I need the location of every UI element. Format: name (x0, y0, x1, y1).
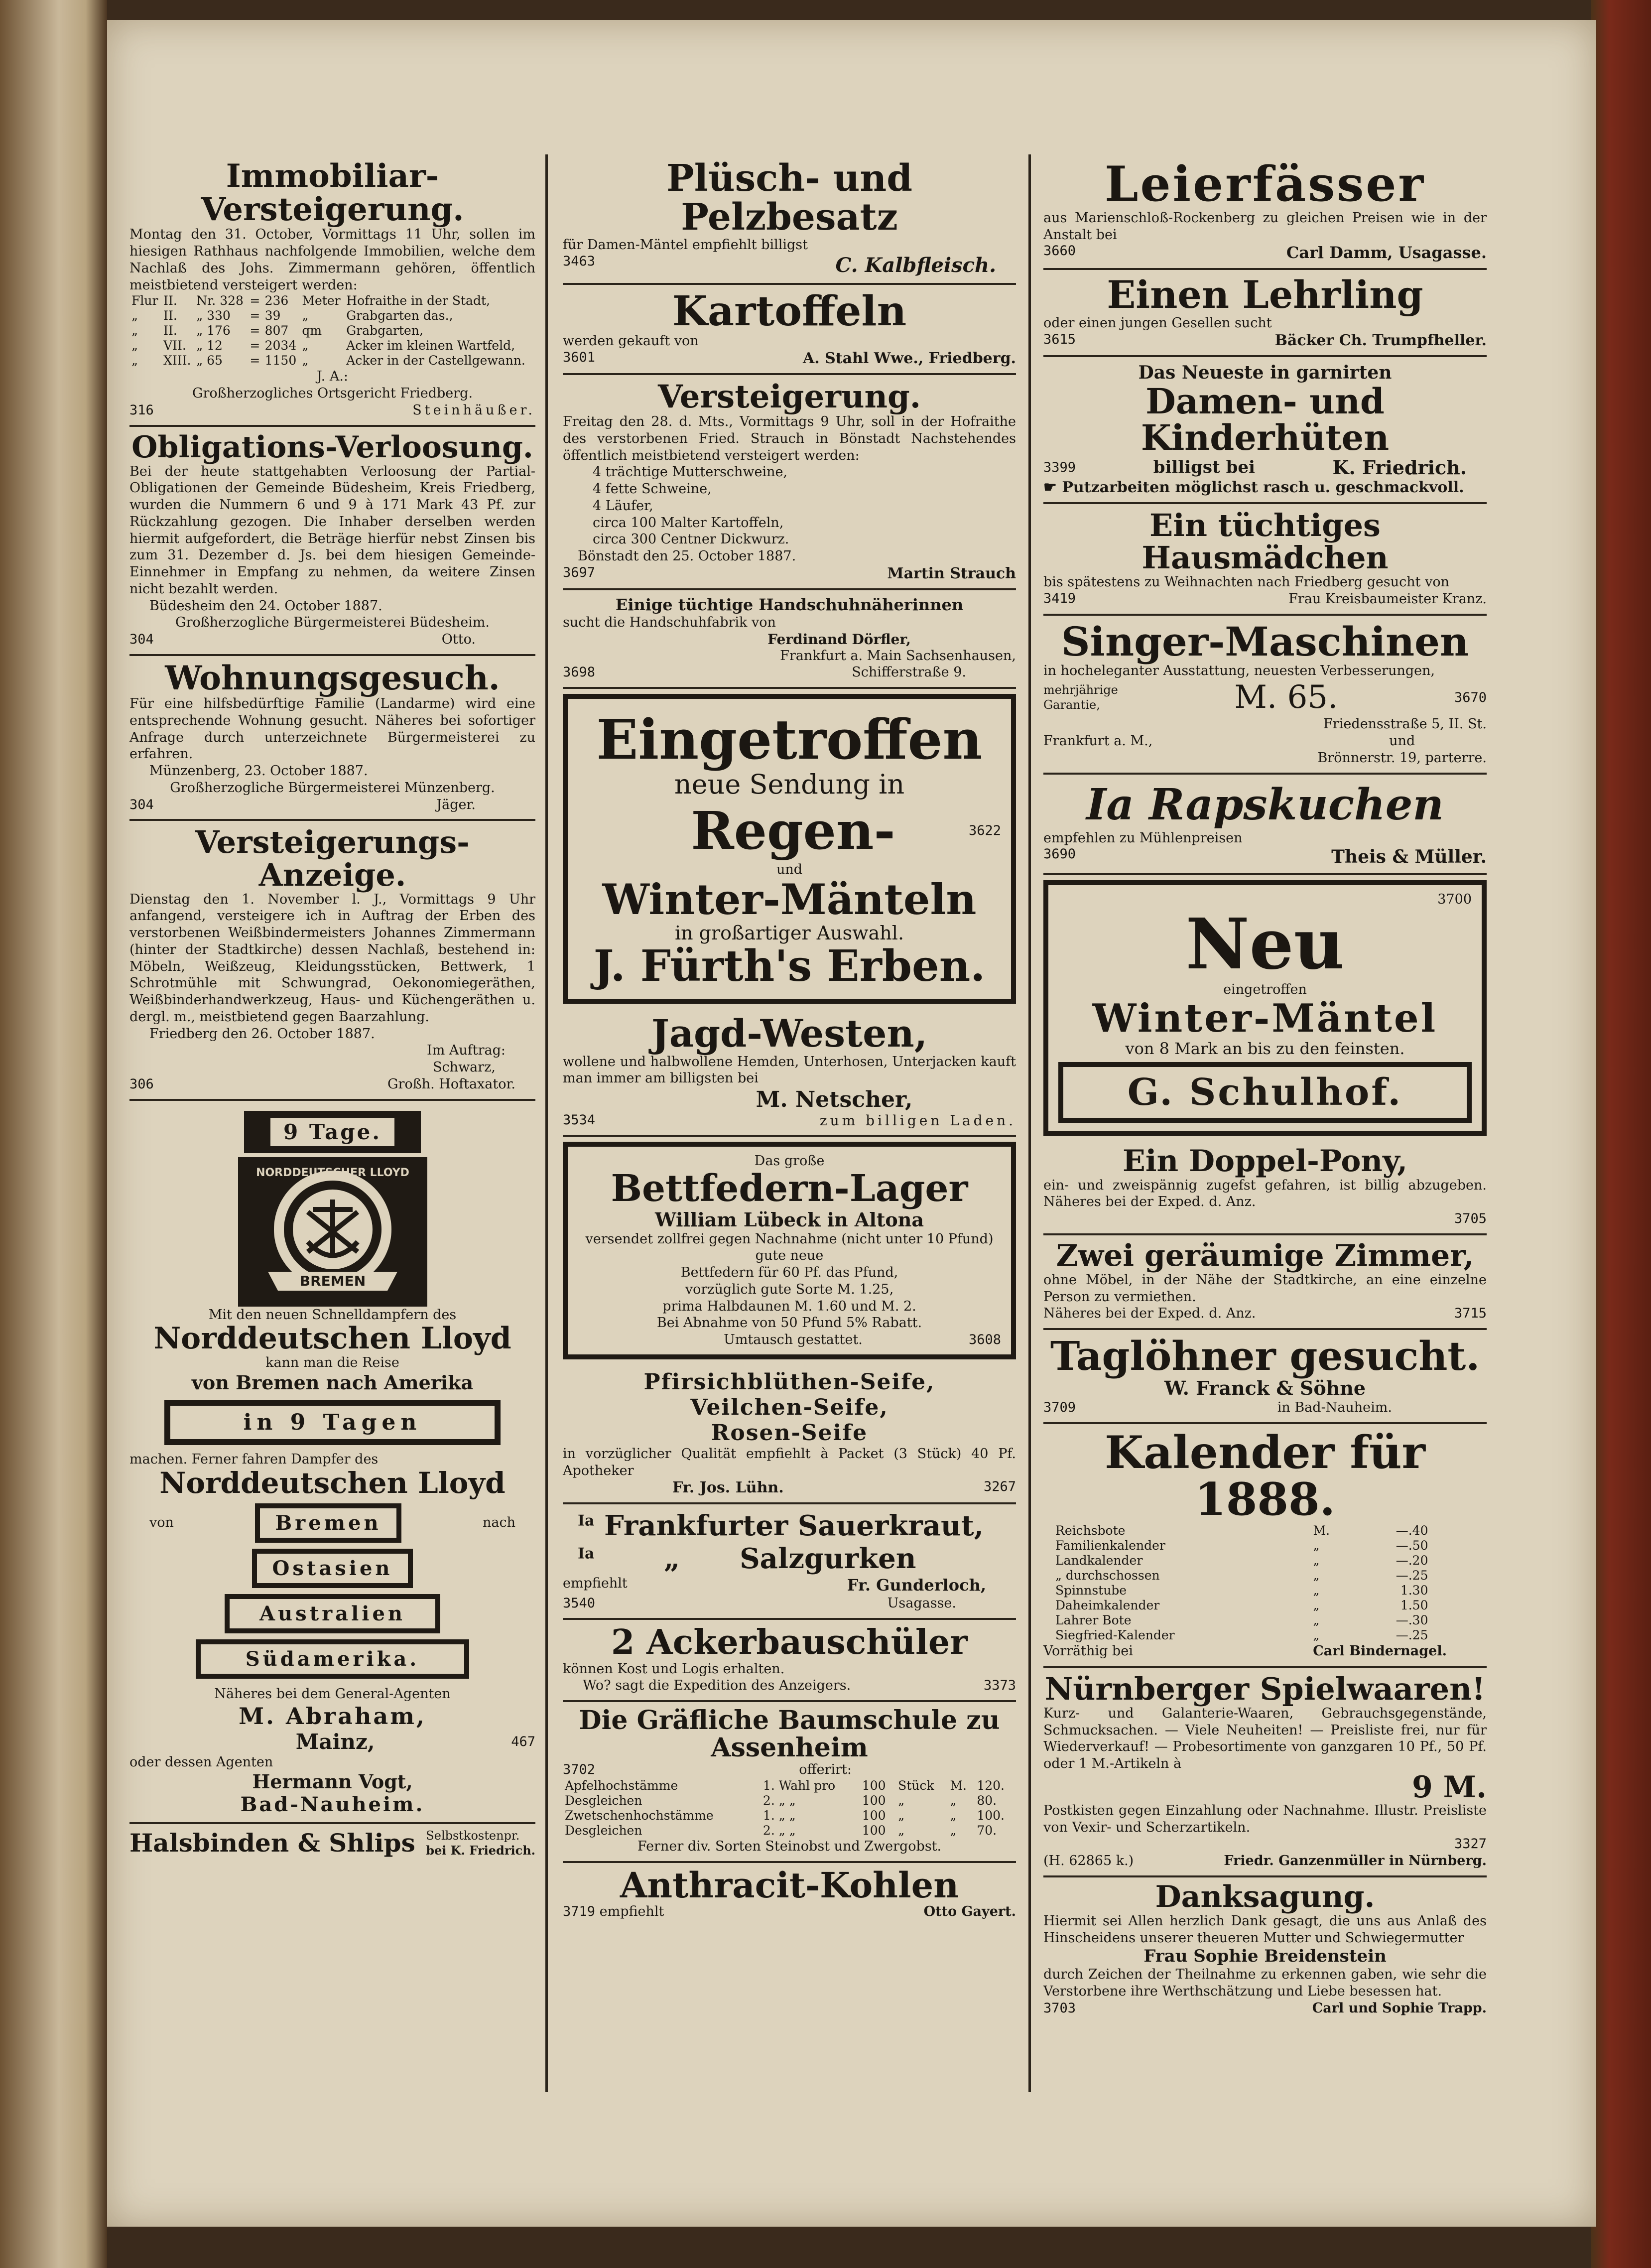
pointing-hand-icon: ☛ (1043, 478, 1062, 496)
ad-title: Plüsch- und Pelzbesatz (666, 157, 912, 239)
ad-text: bei K. Friedrich. (426, 1843, 535, 1858)
table-row: Reichsbote M. —.40 (1055, 1523, 1428, 1538)
ad-sign: Großherzogliches Ortsgericht Friedberg. (192, 386, 473, 401)
calendar-table (1053, 1523, 1430, 1643)
ad-number: 3705 (1454, 1211, 1487, 1227)
ad-lehrling (1043, 270, 1487, 357)
ad-neu (1043, 880, 1487, 1135)
table-row: Flur II. Nr. 328 = 236 Meter Hofraithe in der Stadt, (131, 293, 490, 308)
ad-address: Friedensstraße 5, II. St. (1323, 716, 1487, 732)
ad-title: Versteigerung. (657, 378, 921, 415)
ad-sign: J. Fürth's Erben. (593, 940, 986, 991)
ad-text: Dienstag den 1. November l. J., Vormittags 9 Uhr anfangend, versteigere ich in Auftrag der Erben des verstorbenen Weißbindermeisters Johannes Zimmermann (hinter der Stadtkirche) dessen Nachlaß, bestehend in: Möbeln, Weißzeug, Kleidungsstücken, Bettwerk, 1 Schrotmühle mit Schwungrad, Oekonomiegeräthen, Weißbinderhandwerkzeug, Haus- und Küchengeräthen u. dergl. m., meistbietend gegen Baarzahlung. (129, 891, 535, 1025)
ad-tagloehner (1043, 1330, 1487, 1424)
ad-text: in hocheleganter Ausstattung, neuesten Verbesserungen, (1043, 663, 1435, 678)
ad-number: 3327 (1454, 1836, 1487, 1852)
ad-text: in großartiger Auswahl. (674, 922, 904, 944)
ad-number: 3463 (563, 254, 596, 269)
ad-number: 3719 (563, 1904, 596, 1920)
ad-rapskuchen (1043, 775, 1487, 876)
ad-text: sucht die Handschuhfabrik von (563, 614, 776, 630)
ad-number: 3715 (1454, 1306, 1487, 1322)
lloyd-line: kann man die Reise (265, 1355, 399, 1371)
ad-address: Brönnerstr. 19, parterre. (1317, 750, 1487, 766)
ad-title: Salzgurken (740, 1542, 916, 1576)
list-item: circa 300 Centner Dickwurz. (593, 532, 789, 547)
table-row: Daheimkalender „ 1.50 (1055, 1598, 1428, 1612)
lloyd-sub-agent: Hermann Vogt, (252, 1770, 413, 1793)
ad-sign: Großherzogliche Bürgermeisterei Münzenberg. (170, 780, 495, 796)
ad-title: Obligations-Verloosung. (131, 429, 533, 465)
lloyd-agent-intro: Näheres bei dem General-Agenten (214, 1686, 451, 1702)
table-row: Apfelhochstämme 1. Wahl pro 100 Stück M. 120. (565, 1778, 1005, 1793)
ad-text: billigst bei (1153, 457, 1255, 478)
column-2 (563, 154, 1016, 2092)
ad-address: in Bad-Nauheim. (1277, 1400, 1392, 1416)
table-row: „ durchschossen „ —.25 (1055, 1568, 1428, 1583)
ad-title: Regen- (691, 800, 895, 861)
table-row: Zwetschenhochstämme 1. „ „ 100 „ „ 100. (565, 1808, 1005, 1823)
ad-sign: Otto. (441, 632, 476, 648)
ad-sauerkraut: $^{Ia}$ Frankfurter Sauerkraut, $^{Ia}$ „ Salzgurken empfiehlt Fr. Gunderloch, 3540 Usagasse. (563, 1504, 1016, 1620)
ad-address: Frankfurt a. M., (1043, 733, 1153, 749)
book-edge-right (1591, 0, 1651, 2268)
ad-sign: Ferdinand Dörfler, (767, 631, 911, 648)
ad-text: in vorzüglicher Qualität empfiehlt à Packet (3 Stück) 40 Pf. Apotheker (563, 1446, 1016, 1478)
ad-number: 3608 (968, 1332, 1001, 1348)
lloyd-sub-city: Bad-Nauheim. (240, 1793, 425, 1817)
ad-number: 3399 (1043, 459, 1076, 475)
ad-number: 467 (511, 1734, 535, 1749)
ad-text: für Damen-Mäntel empfiehlt billigst (563, 237, 808, 253)
book-edge-left (0, 0, 107, 2268)
ad-number: 3709 (1043, 1400, 1076, 1416)
ad-text: Bettfedern für 60 Pf. das Pfund, (680, 1265, 898, 1281)
ad-seife (563, 1364, 1016, 1505)
list-item: 4 Läufer, (593, 498, 653, 514)
lloyd-dest-bremen: Bremen (255, 1503, 401, 1543)
ad-number: 3700 (1437, 892, 1472, 908)
ad-text: Vorräthig bei (1043, 1643, 1133, 1659)
ad-number: 3615 (1043, 331, 1076, 347)
table-row: Desgleichen 2. „ „ 100 „ „ 70. (565, 1823, 997, 1838)
ad-title: Anthracit-Kohlen (620, 1864, 959, 1906)
ad-sign: Großh. Hoftaxator. (387, 1076, 515, 1092)
ad-text: eingetroffen (1223, 982, 1307, 998)
ad-text: vorzüglich gute Sorte M. 1.25, (685, 1281, 894, 1297)
price-table (563, 1778, 1016, 1838)
ad-bettfedern (563, 1142, 1016, 1359)
lloyd-von: von (149, 1515, 174, 1531)
ad-text: versendet zollfrei gegen Nachnahme (nicht unter 10 Pfund) gute neue (585, 1231, 994, 1264)
table-row: Spinnstube „ 1.30 (1055, 1583, 1428, 1598)
column-3 (1043, 154, 1487, 2092)
ad-pony (1043, 1141, 1487, 1235)
ad-title: Rapskuchen (1148, 779, 1444, 830)
ad-number: 3697 (563, 564, 596, 580)
ad-ackerbau (563, 1620, 1016, 1702)
table-row: Familienkalender „ —.50 (1055, 1538, 1428, 1553)
ad-text: von 8 Mark an bis zu den feinsten. (1125, 1039, 1405, 1058)
ad-obligations (129, 427, 535, 656)
ad-title: Damen- und Kinderhüten (1141, 380, 1390, 459)
ad-number: 3670 (1454, 689, 1487, 705)
table-row: Desgleichen 2. „ „ 100 „ „ 80. (565, 1793, 997, 1808)
ad-immobilien (129, 154, 535, 427)
ad-title: Immobiliar-Versteigerung. (201, 157, 464, 229)
ad-eingetroffen (563, 694, 1016, 1004)
ad-sign: Otto Gayert. (923, 1904, 1016, 1920)
ad-date: Büdesheim den 24. October 1887. (149, 598, 382, 614)
lloyd-sub-intro: oder dessen Agenten (129, 1754, 273, 1770)
ad-text: oder einen jungen Gesellen sucht (1043, 315, 1272, 331)
ad-text: ein- und zweispännig zugefst gefahren, ist billig abzugeben. Näheres bei der Exped. d. Anz. (1043, 1177, 1487, 1210)
ad-text: Umtausch gestattet. (724, 1332, 863, 1348)
ad-number: 3703 (1043, 2000, 1076, 2016)
ad-jagd (563, 1009, 1016, 1137)
ad-sign: Friedr. Ganzenmüller in Nürnberg. (1224, 1853, 1487, 1869)
ad-sign: Theis & Müller. (1331, 846, 1487, 868)
ad-text: Ferner div. Sorten Steinobst und Zwergobst. (637, 1838, 942, 1854)
lloyd-name: Norddeutschen Lloyd (159, 1466, 506, 1500)
price: 9 M. (1412, 1769, 1487, 1805)
ad-title: Neu (1185, 904, 1345, 986)
ad-zimmer (1043, 1235, 1487, 1330)
ad-title: Einen Lehrling (1107, 272, 1423, 317)
ad-title: Pfirsichblüthen-Seife, (643, 1369, 935, 1395)
ad-sign: Steinhäußer. (412, 402, 535, 418)
ad-handschuh (563, 590, 1016, 689)
ad-title: Frankfurter Sauerkraut, (604, 1509, 984, 1543)
ad-sign: W. Franck & Söhne (1164, 1377, 1366, 1400)
ad-number: 3702 (563, 1762, 596, 1778)
ditto-mark: „ (663, 1542, 680, 1576)
ad-title: Eingetroffen (596, 707, 983, 772)
ad-text: Kurz- und Galanterie-Waaren, Gebrauchsgegenstände, Schmucksachen. — Viele Neuheiten! — Preisliste frei, nur für Wiederverkauf! — Probesortimente von ganzgaren 10 Pf., 50 Pf. oder 1 M.-Artikeln à (1043, 1705, 1487, 1772)
newspaper-page (107, 20, 1596, 2227)
ad-title: Einige tüchtige Handschuhnäherinnen (615, 595, 964, 614)
ad-number: 3698 (563, 665, 596, 680)
ad-title: Winter-Mäntel (1092, 995, 1438, 1041)
ad-baumschule (563, 1702, 1016, 1863)
list-item: 4 trächtige Mutterschweine, (593, 464, 788, 480)
list-item: circa 100 Malter Kartoffeln, (593, 515, 784, 531)
ad-text: empfiehlt (599, 1904, 664, 1920)
ad-title: Kartoffeln (672, 287, 907, 336)
ad-kartoffeln (563, 285, 1016, 375)
table-row: „ VII. „ 12 = 2034 „ Acker im kleinen Wartfeld, (131, 338, 515, 353)
ad-date: Bönstadt den 25. October 1887. (578, 548, 796, 564)
ad-title: Veilchen-Seife, (690, 1394, 889, 1420)
ad-sign: A. Stahl Wwe., Friedberg. (802, 349, 1016, 367)
ad-text: Bei Abnahme von 50 Pfund 5% Rabatt. (656, 1315, 922, 1331)
ad-title: Kalender für 1888. (1105, 1426, 1425, 1526)
ad-number: 3373 (983, 1678, 1016, 1694)
lloyd-route: von Bremen nach Amerika (191, 1371, 474, 1394)
table-row: „ II. „ 330 = 39 „ Grabgarten das., (131, 308, 453, 323)
ad-text: ohne Möbel, in der Nähe der Stadtkirche, an eine einzelne Person zu vermiethen. (1043, 1272, 1487, 1305)
lloyd-in9-box: in 9 Tagen (164, 1400, 501, 1445)
ad-text: Das Neueste in garnirten (1138, 362, 1392, 383)
ad-date: Münzenberg, 23. October 1887. (149, 763, 368, 779)
ad-hausmaedchen (1043, 504, 1487, 616)
ad-number: 304 (129, 632, 154, 648)
ad-sign: Jäger. (436, 797, 476, 812)
ad-sign: Martin Strauch (887, 564, 1016, 582)
ad-address: Usagasse. (887, 1596, 956, 1611)
ad-sign: G. Schulhof. (1058, 1062, 1472, 1123)
lloyd-line: Mit den neuen Schnelldampfern des (208, 1307, 457, 1323)
ad-norddeutscher-lloyd (129, 1101, 535, 1825)
ad-number: 3601 (563, 349, 596, 365)
ad-text: empfiehlt (563, 1576, 628, 1592)
ad-title: Die Gräfliche Baumschule zu Assenheim (579, 1705, 1000, 1763)
svg-text:BREMEN: BREMEN (299, 1272, 366, 1289)
ad-sign: Carl und Sophie Trapp. (1312, 2000, 1487, 2016)
lloyd-nach: nach (483, 1515, 515, 1531)
ad-sign: Großherzogliche Bürgermeisterei Büdesheim. (175, 615, 490, 631)
ad-pluesch (563, 154, 1016, 285)
ad-anthracit (563, 1863, 1016, 1920)
ad-text: aus Marienschloß-Rockenberg zu gleichen Preisen wie in der Anstalt bei (1043, 210, 1487, 243)
ad-sign: zum billigen Laden. (819, 1112, 1016, 1129)
ad-title: Wohnungsgesuch. (165, 658, 500, 697)
lloyd-dest: Südamerika. (196, 1639, 469, 1679)
ad-text: Wo? sagt die Expedition des Anzeigers. (583, 1678, 851, 1694)
ad-sign: Schwarz, (433, 1060, 496, 1075)
list-item: 4 fette Schweine, (593, 481, 712, 497)
ad-text: durch Zeichen der Theilnahme zu erkennen gaben, wie sehr die Verstorbene ihre Werthschätzung und Liebe besessen hat. (1043, 1967, 1487, 2000)
ad-text: Montag den 31. October, Vormittags 11 Uhr, sollen im hiesigen Rathhaus nachfolgende Immobilien, welche dem Nachlaß des Johs. Zimmermann gehören, öffentlich meistbietend versteigert werden: (129, 227, 535, 293)
table-row: Lahrer Bote „ —.30 (1055, 1612, 1428, 1627)
ad-text: Das große (754, 1153, 825, 1169)
ad-title: Versteigerungs-Anzeige. (195, 824, 470, 893)
ad-address: Frankfurt a. Main Sachsenhausen, (780, 648, 1016, 664)
ad-danksagung (1043, 1877, 1487, 2017)
svg-text:NORDDEUTSCHER LLOYD: NORDDEUTSCHER LLOYD (255, 1166, 409, 1179)
ad-sign: William Lübeck in Altona (655, 1208, 924, 1231)
ad-number: 306 (129, 1076, 154, 1092)
ad-text: wollene und halbwollene Hemden, Unterhosen, Unterjacken kauft man immer am billigsten bei (563, 1054, 1016, 1086)
ad-text: neue Sendung in (674, 768, 905, 800)
ad-text: Selbstkostenpr. (426, 1829, 520, 1843)
ad-title: Bettfedern-Lager (611, 1167, 968, 1210)
ad-name: Frau Sophie Breidenstein (1143, 1946, 1387, 1967)
table-row: „ II. „ 176 = 807 qm Grabgarten, (131, 323, 423, 338)
ad-reference: (H. 62865 k.) (1043, 1853, 1134, 1869)
ad-versteigerungs-anzeige (129, 821, 535, 1100)
price: M. 65. (1234, 679, 1338, 716)
ad-kalender (1043, 1424, 1487, 1668)
ad-text: empfehlen zu Mühlenpreisen (1043, 830, 1243, 846)
lloyd-days-banner: 9 Tage. (244, 1111, 421, 1153)
ad-text: werden gekauft von (563, 333, 699, 349)
lloyd-name: Norddeutschen Lloyd (153, 1321, 511, 1356)
ad-number: 3622 (968, 822, 1001, 838)
ad-sign: Fr. Gunderloch, (847, 1576, 986, 1595)
table-row: Landkalender „ —.20 (1055, 1553, 1428, 1568)
column-1 (129, 154, 535, 2092)
ad-text: Putzarbeiten möglichst rasch u. geschmackvoll. (1062, 478, 1464, 496)
ad-nuernberger (1043, 1668, 1487, 1877)
ad-singer: Singer-Maschinen in hocheleganter Ausstattung, neuesten Verbesserungen, mehrjährige Garantie, M. 65. 3670 Frankfurt a. M., Friedensstraße 5, II. St. und Brönnerstr. 19, parterre. (1043, 616, 1487, 775)
ad-text: Näheres bei der Exped. d. Anz. (1043, 1306, 1256, 1322)
ad-damenhuete (1043, 357, 1487, 504)
ad-text: offerirt: (799, 1762, 852, 1778)
ad-title: Taglöhner gesucht. (1050, 1333, 1480, 1380)
parcel-table (129, 293, 535, 368)
ad-address: Schifferstraße 9. (852, 665, 966, 680)
ad-number: 3534 (563, 1112, 596, 1128)
ad-sign: Frau Kreisbaumeister Kranz. (1288, 591, 1487, 607)
ad-number: 3419 (1043, 590, 1076, 606)
ad-title: Nürnberger Spielwaaren! (1044, 1670, 1486, 1707)
ad-title: Jagd-Westen, (651, 1011, 928, 1056)
lloyd-line: machen. Ferner fahren Dampfer des (129, 1452, 379, 1468)
ad-sign: Bäcker Ch. Trumpfheller. (1274, 331, 1487, 349)
ad-sign: Carl Bindernagel. (1313, 1643, 1447, 1659)
ad-sign: Fr. Jos. Lühn. (672, 1479, 784, 1497)
ad-title: Zwei geräumige Zimmer, (1056, 1238, 1474, 1273)
ad-sign: C. Kalbfleisch. (835, 254, 996, 277)
ad-text: bis spätestens zu Weihnachten nach Friedberg gesucht von (1043, 574, 1449, 590)
ad-number: 316 (129, 402, 154, 418)
ad-text: Für eine hilfsbedürftige Familie (Landarme) wird eine entsprechende Wohnung gesucht. Näheres bei sofortiger Anfrage durch unterzeichnete Bürgermeisterei zu erfahren. (129, 696, 535, 762)
ad-number: 3267 (983, 1479, 1016, 1495)
table-row: Siegfried-Kalender „ —.25 (1055, 1627, 1428, 1642)
ad-sign: Im Auftrag: (427, 1043, 506, 1059)
ad-number: 3690 (1043, 846, 1076, 862)
ad-wohnung (129, 656, 535, 821)
ad-leier (1043, 154, 1487, 270)
ad-title: Rosen-Seife (711, 1420, 868, 1446)
ad-text: prima Halbdaunen M. 1.60 und M. 2. (662, 1298, 916, 1314)
ad-versteigerung (563, 375, 1016, 590)
ad-number: 3540 (563, 1596, 596, 1611)
ad-title: Singer-Maschinen (1061, 618, 1469, 665)
ad-title: 2 Ackerbauschüler (611, 1622, 968, 1663)
column-rule (1028, 154, 1031, 2092)
lloyd-anchor-logo (129, 1157, 535, 1307)
ad-sign: M. Netscher, (756, 1087, 913, 1113)
ad-date: Friedberg den 26. October 1887. (149, 1026, 375, 1042)
ad-title: Leierfässer (1105, 156, 1425, 212)
ad-title: Ein Doppel-Pony, (1122, 1143, 1408, 1179)
ad-text: können Kost und Logis erhalten. (563, 1661, 785, 1677)
ad-title: Danksagung. (1155, 1879, 1375, 1914)
lloyd-city: Mainz, (295, 1729, 375, 1754)
ad-prefix: Ia (1086, 779, 1135, 830)
ad-text: Postkisten gegen Einzahlung oder Nachnahme. Illustr. Preisliste von Vexir- und Scherzartikeln. (1043, 1802, 1487, 1835)
ad-title: Winter-Mänteln (602, 875, 977, 925)
ad-text: Bei der heute stattgehabten Verloosung der Partial-Obligationen der Gemeinde Büdesheim, Kreis Friedberg, wurden die Nummern 6 und 9 à 171 Mark 43 Pf. zur Rückzahlung gezogen. Die Inhaber derselben werden hiermit aufgefordert, die Beträge hierfür nebst Zinsen bis zum 31. Dezember d. Js. bei dem hiesigen Gemeinde-Einnehmer in Empfang zu nehmen, da weitere Zinsen nicht bezahlt werden. (129, 463, 535, 597)
ad-number: 3660 (1043, 243, 1076, 259)
lloyd-agent: M. Abraham, (239, 1702, 426, 1730)
ad-halsbinden (129, 1824, 535, 1858)
ad-text: Freitag den 28. d. Mts., Vormittags 9 Uhr, soll in der Hofraithe des verstorbenen Fried. Strauch in Bönstadt Nachstehendes öffentlich meistbietend versteigert werden: (563, 414, 1016, 463)
lloyd-dest: Australien (225, 1594, 440, 1633)
ad-text: Hiermit sei Allen herzlich Dank gesagt, die uns aus Anlaß des Hinscheidens unserer theueren Mutter und Schwiegermutter (1043, 1913, 1487, 1946)
ad-title: Ein tüchtiges Hausmädchen (1142, 507, 1389, 576)
ad-sign: Carl Damm, Usagasse. (1286, 243, 1487, 263)
ad-number: 304 (129, 797, 154, 812)
lloyd-dest: Ostasien (252, 1549, 412, 1588)
ad-text: und (776, 861, 803, 877)
column-rule (545, 154, 548, 2092)
ad-sign: J. A.: (316, 369, 349, 385)
ad-sign: K. Friedrich. (1332, 456, 1467, 479)
table-row: „ XIII. „ 65 = 1150 „ Acker in der Castellgewann. (131, 353, 525, 368)
ad-title: Halsbinden & Shlips (129, 1828, 415, 1858)
